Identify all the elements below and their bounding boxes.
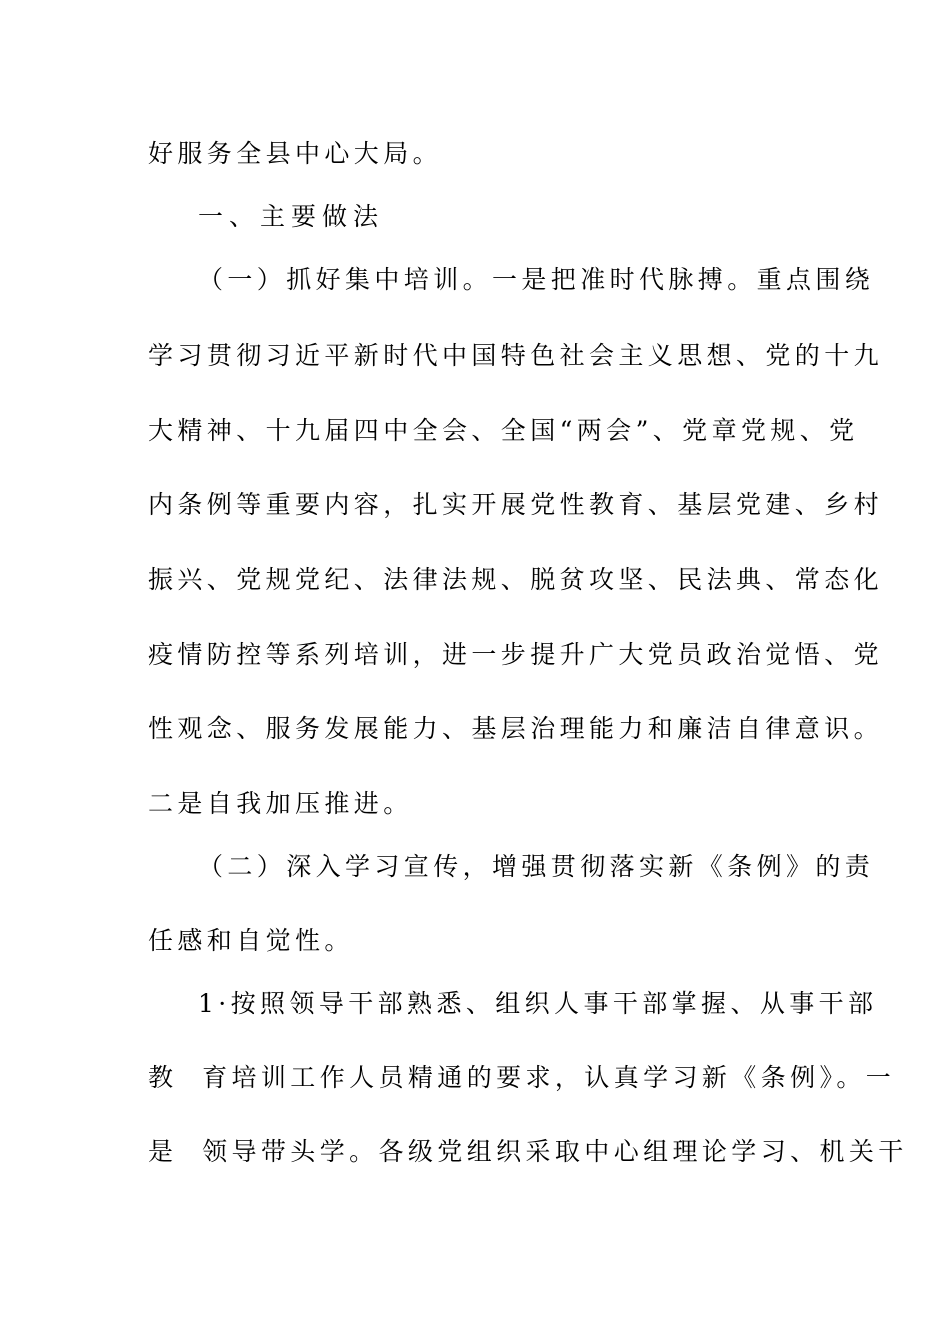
paragraph-line: 教 育培训工作人员精通的要求，认真学习新《条例》。一 xyxy=(148,1063,896,1092)
paragraph-line: 是 领导带头学。各级党组织采取中心组理论学习、机关干 xyxy=(148,1137,908,1166)
subsection-heading-line: （二）深入学习宣传，增强贯彻落实新《条例》的责 xyxy=(198,852,875,881)
paragraph-line: 内条例等重要内容，扎实开展党性教育、基层党建、乡村 xyxy=(148,490,884,519)
paragraph-line: 振兴、党规党纪、法律法规、脱贫攻坚、民法典、常态化 xyxy=(148,565,884,594)
section-heading: 一、主要做法 xyxy=(198,202,385,231)
paragraph-line: 任感和自觉性。 xyxy=(148,926,354,955)
paragraph-line: 大精神、十九届四中全会、全国“两会”、党章党规、党 xyxy=(148,416,859,445)
paragraph-line: 二是自我加压推进。 xyxy=(148,789,413,818)
paragraph-line: 疫情防控等系列培训，进一步提升广大党员政治觉悟、党 xyxy=(148,640,884,669)
paragraph-line: 好服务全县中心大局。 xyxy=(148,139,443,168)
paragraph-line: 性观念、服务发展能力、基层治理能力和廉洁自律意识。 xyxy=(148,714,884,743)
numbered-item-line: 1·按照领导干部熟悉、组织人事干部掌握、从事干部 xyxy=(198,989,878,1018)
paragraph-line: 学习贯彻习近平新时代中国特色社会主义思想、党的十九 xyxy=(148,341,884,370)
subsection-heading-line: （一）抓好集中培训。一是把准时代脉搏。重点围绕 xyxy=(198,265,875,294)
